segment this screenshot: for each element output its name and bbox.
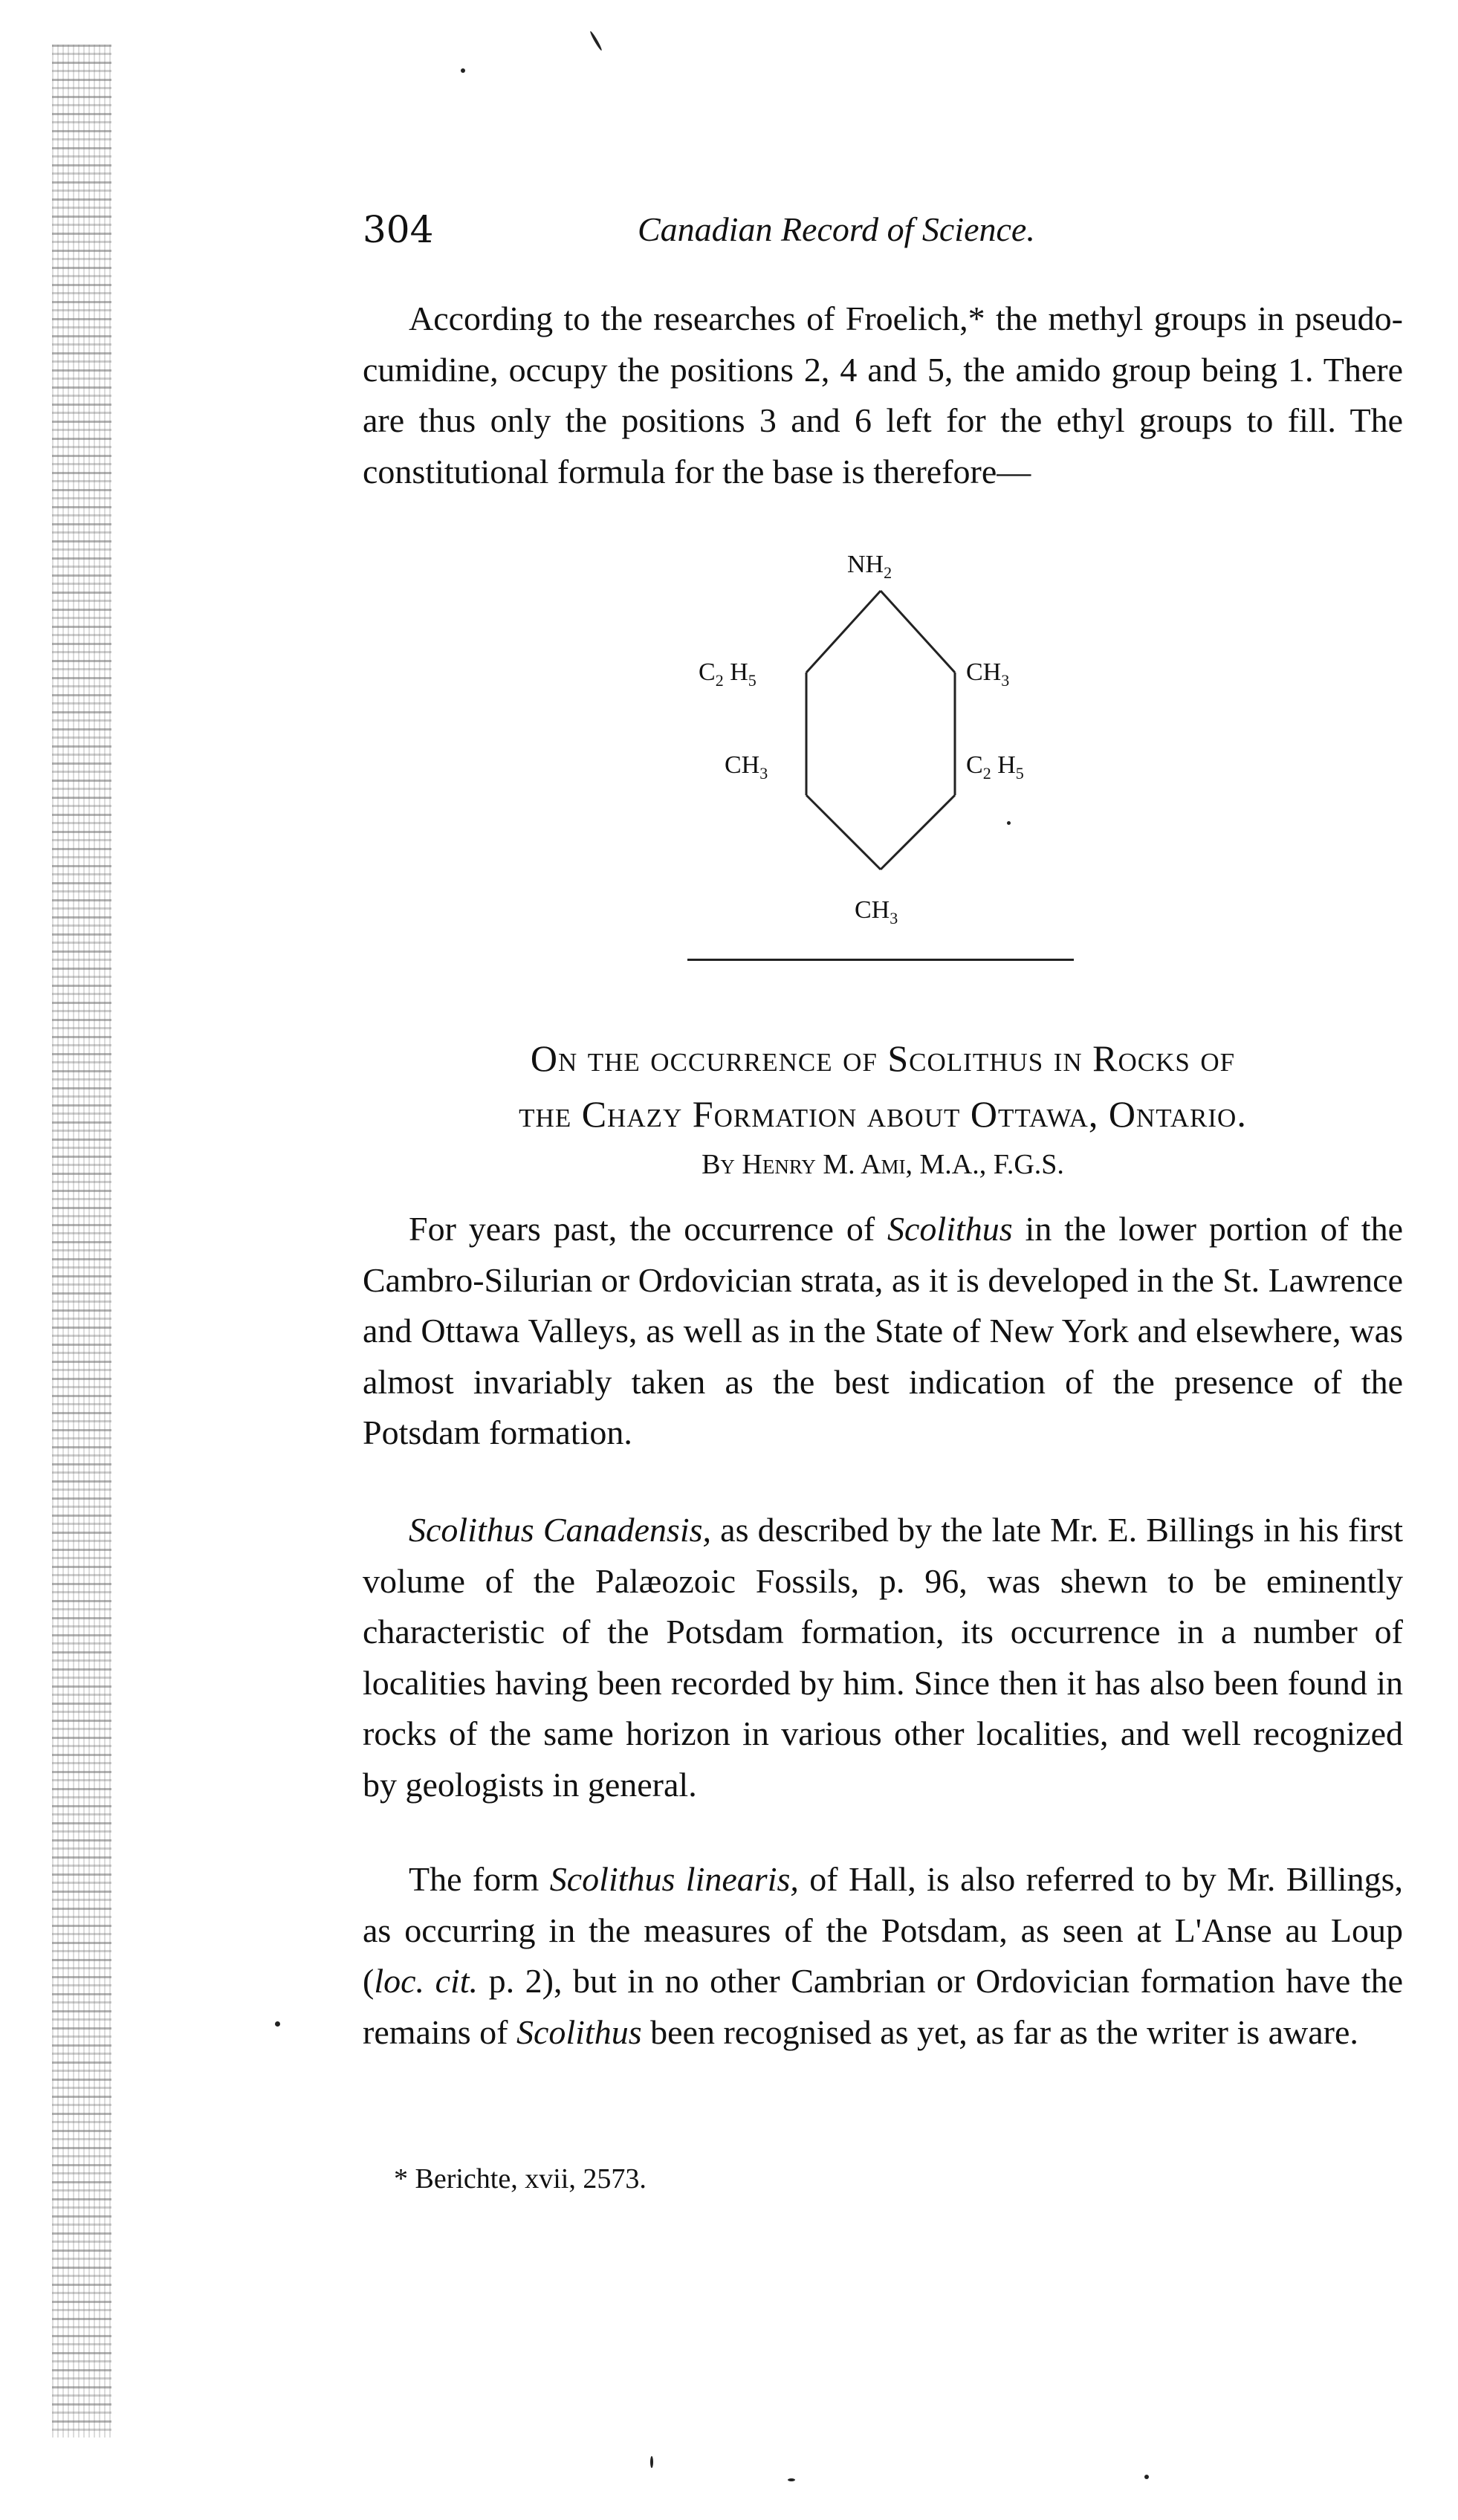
scan-speck <box>275 2021 280 2027</box>
page-number: 304 <box>363 208 434 251</box>
scan-speck <box>1007 821 1011 825</box>
body-paragraph-1: For years past, the occurrence of Scolithus in the lower portion of the Cambro-Silurian or Ordovician strata, as it is developed in the St. Lawrence and Ottawa Valleys, as well as in the State of New York and elsewhere, was almost invariably taken as the best indication of the presence of the Potsdam formation. <box>363 1210 1404 1451</box>
article-title-line-2: the Chazy Formation about Ottawa, Ontario. <box>519 1093 1247 1135</box>
article-title-line-1: On the occurrence of Scolithus in Rocks of <box>530 1037 1236 1079</box>
structural-formula <box>654 542 1174 929</box>
formula-lower-left-group: $CH_3$ <box>725 751 768 783</box>
formula-bottom-group: $CH_3$ <box>855 896 898 927</box>
benzene-ring <box>806 591 955 869</box>
journal-title: Canadian Record of Science. <box>638 210 1035 248</box>
formula-upper-left-group: $C_2$ $H_5$ <box>699 658 756 690</box>
section-divider <box>687 959 1074 961</box>
page-binding-edge <box>52 45 111 2438</box>
scan-speck <box>650 2456 653 2468</box>
formula-lower-right-group: $C_2$ $H_5$ <box>966 751 1024 783</box>
intro-paragraph: According to the researches of Froelich,* the methyl groups in pseudo-cumidine, occupy the positions 2, 4 and 5, the amido group being 1. There are thus only the positions 3 and 6 left for the ethyl groups to fill. The constitutional formula for the base is therefore— <box>363 299 1403 490</box>
body-paragraph-3: The form Scolithus linearis, of Hall, is also referred to by Mr. Billings, as occurring in the measures of the Potsdam, as seen at L'Anse au Loup (loc. cit. p. 2), but in no other Cambrian or Ordovician formation have the remains of Scolithus been recognised as yet, as far as the writer is aware. <box>363 1860 1403 2051</box>
byline: By Henry M. Ami, M.A., F.G.S. <box>702 1149 1064 1180</box>
formula-top-group: $NH_2$ <box>847 551 892 582</box>
body-paragraph-2: Scolithus Canadensis, as described by the late Mr. E. Billings in his first volume of the Palæozoic Fossils, p. 96, was shewn to be eminently characteristic of the Potsdam formation, its occurrence in a number of localities having been recorded by him. Since then it has also been found in rocks of the same horizon in various other localities, and well recognized by geologists in general. <box>363 1511 1403 1804</box>
footnote: * Berichte, xvii, 2573. <box>394 2163 647 2195</box>
scan-speck <box>589 30 603 51</box>
running-head <box>363 208 1418 260</box>
scan-speck <box>461 68 465 73</box>
scan-speck <box>1144 2475 1149 2479</box>
scan-speck <box>788 2478 795 2481</box>
formula-upper-right-group: $CH_3$ <box>966 658 1010 690</box>
